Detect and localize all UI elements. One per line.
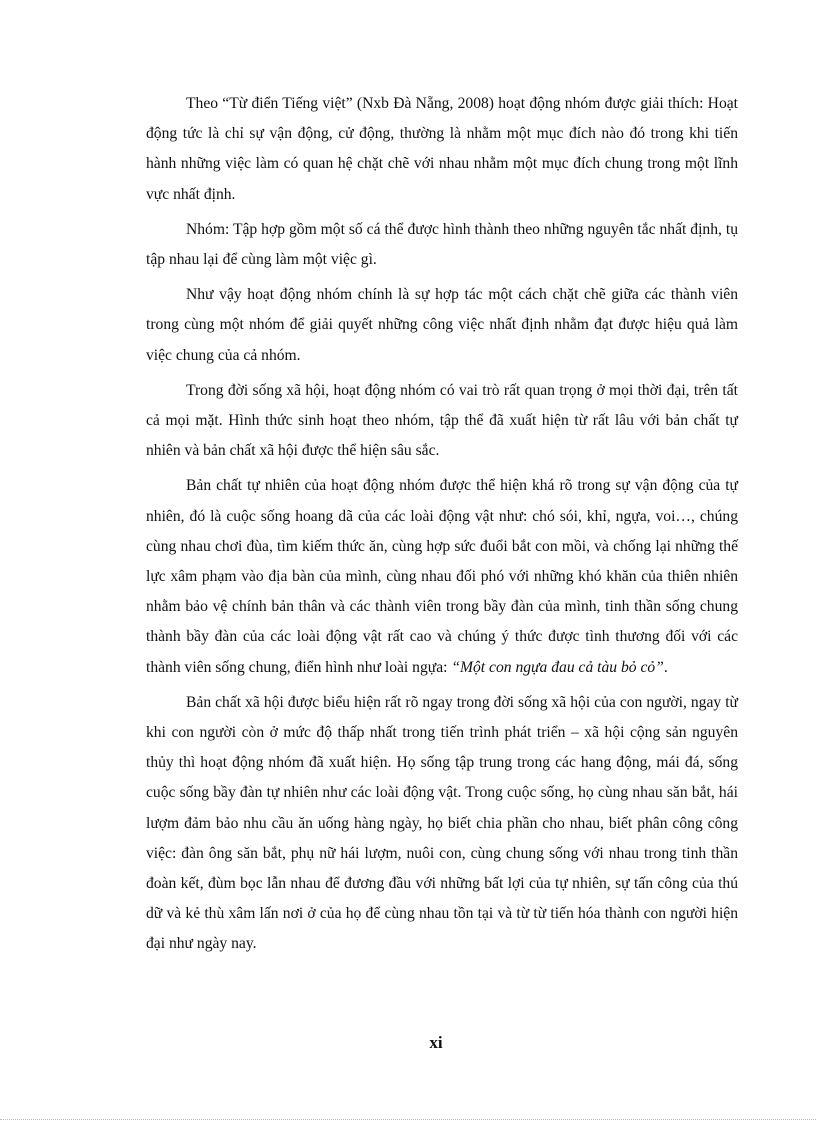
paragraph: Trong đời sống xã hội, hoạt động nhóm có vai trò rất quan trọng ở mọi thời đại, trên tất cả mọi mặt. Hình thức sinh hoạt theo nhóm, tập thể đã xuất hiện từ rất lâu với bản chất tự nhiên và bản chất xã hội được thể hiện sâu sắc.: [146, 381, 738, 460]
paragraph: Như vậy hoạt động nhóm chính là sự hợp tác một cách chặt chẽ giữa các thành viên trong cùng một nhóm để giải quyết những công việc nhất định nhằm đạt được hiệu quả làm việc chung của cả nhóm.: [146, 286, 738, 364]
paragraph: Nhóm: Tập hợp gồm một số cá thể được hình thành theo những nguyên tắc nhất định, tụ tập nhau lại để cùng làm một việc gì.: [146, 220, 738, 269]
paragraph: Theo “Từ điển Tiếng việt” (Nxb Đà Nẵng, 2008) hoạt động nhóm được giải thích: Hoạt động tức là chỉ sự vận động, cử động, thường là nhằm một mục đích nào đó trong khi tiến hành những việc làm có quan hệ chặt chẽ với nhau nhằm một mục đích chung trong một lĩnh vực nhất định.: [146, 95, 738, 203]
page-number: xi: [429, 1033, 443, 1052]
paragraph-text: Bản chất tự nhiên của hoạt động nhóm được thể hiện khá rõ trong sự vận động của tự nhiên, đó là cuộc sống hoang dã của các loài động vật như: chó sói, khỉ, ngựa, voi…, chúng cùng nhau chơi đùa, tìm kiếm thức ăn, cùng hợp sức đuổi bắt con mồi, và chống lại những thế lực xâm phạm vào địa bàn của mình, cùng nhau đối phó với những khó khăn của thiên nhiên nhằm bảo vệ chính bản thân và các thành viên trong bầy đàn của mình, tinh thần sống chung thành bầy đàn của các loài động vật rất cao và chúng ý thức được tình thương đối với các thành viên sống chung, điển hình như loài ngựa:: [146, 477, 738, 676]
paragraph-tail: .: [663, 658, 668, 676]
proverb-quote: “Một con ngựa đau cả tàu bỏ cỏ”: [451, 658, 664, 676]
body-text: [146, 89, 738, 965]
page-bottom-divider: [0, 1119, 816, 1120]
paragraph: [146, 471, 738, 682]
paragraph: Bản chất xã hội được biểu hiện rất rõ ngay trong đời sống xã hội của con người, ngay từ khi con người còn ở mức độ thấp nhất trong tiến trình phát triển – xã hội cộng sản nguyên thủy thì hoạt động nhóm đã xuất hiện. Họ sống tập trung trong các hang động, mái đá, sống cuộc sống bầy đàn tự nhiên như các loài động vật. Trong cuộc sống, họ cùng nhau săn bắt, hái lượm đảm bảo nhu cầu ăn uống hàng ngày, họ biết chia phần cho nhau, biết phân công công việc: đàn ông săn bắt, phụ nữ hái lượm, nuôi con, cùng chung sống với nhau trong tinh thần đoàn kết, đùm bọc lẫn nhau để đương đầu với những bất lợi của tự nhiên, sự tấn công của thú dữ và kẻ thù xâm lấn nơi ở của họ để cùng nhau tồn tại và từ từ tiến hóa thành con người hiện đại như ngày nay.: [146, 693, 738, 953]
